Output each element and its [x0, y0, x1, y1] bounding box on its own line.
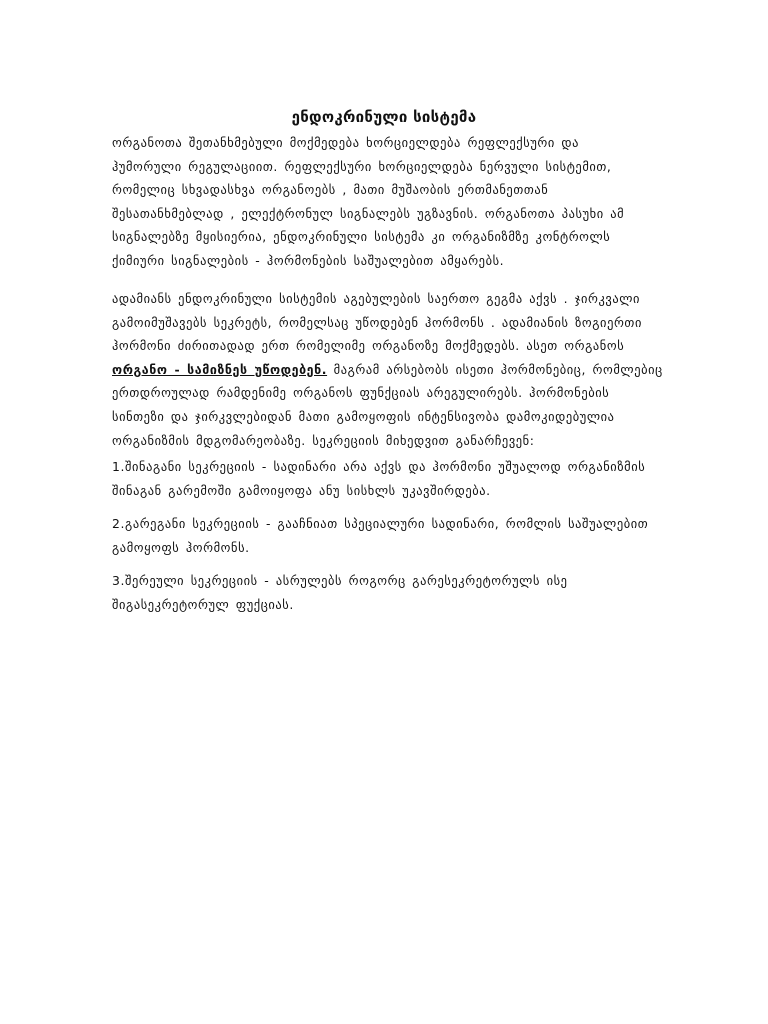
document-title: ენდოკრინული სისტემა	[291, 108, 477, 126]
text-line: ერთდროულად რამდენიმე ორგანოს ფუნქციას არეგულირებს. ჰორმონების	[112, 385, 610, 401]
text-line-rest: მაგრამ არსებობს ისეთი ჰორმონებიც, რომლებიც	[327, 361, 663, 377]
list-item-mixed-secretion	[112, 569, 672, 616]
text-line: 3.შერეული სეკრეციის - ასრულებს როგორც გარესეკრეტორულს ისე	[112, 573, 568, 588]
text-line: გამოიმუშავებს სეკრეტს, რომელსაც უწოდებენ ჰორმონს . ადამიანის ზოგიერთი	[112, 314, 642, 330]
paragraph-endocrine-structure	[112, 287, 672, 452]
list-item-internal-secretion	[112, 455, 672, 502]
text-line: ჰუმორული რეგულაციით. რეფლექსური ხორციელდება ნერვული სისტემით,	[112, 158, 612, 174]
text-line: შესათანხმებლად , ელექტრონულ სიგნალებს უგზავნის. ორგანოთა პასუხი ამ	[112, 205, 625, 221]
text-line: სინთეზი და ჯირკვლებიდან მათი გამოყოფის ინტენსივობა დამოკიდებულია	[112, 408, 615, 424]
text-line: 1.შინაგანი სეკრეციის - სადინარი არა აქვს და ჰორმონი უშუალოდ ორგანიზმის	[112, 459, 646, 474]
text-line: შიგასეკრეტორულ ფუქციას.	[112, 596, 294, 612]
text-line: რომელიც სხვადასხვა ორგანოებს , მათი მუშაობის ერთმანეთთან	[112, 182, 549, 198]
list-item-external-secretion	[112, 512, 672, 559]
text-line: გამოყოფს ჰორმონს.	[112, 539, 250, 555]
text-line	[112, 358, 672, 382]
text-line: ქიმიური სიგნალების - ჰორმონების საშუალებით ამყარებს.	[112, 252, 505, 268]
text-line: ადამიანს ენდოკრინული სისტემის აგებულების საერთო გეგმა აქვს . ჯირკვალი	[112, 291, 641, 306]
text-line: ჰორმონი ძირითადად ერთ რომელიმე ორგანოზე მოქმედებს. ასეთ ორგანოს	[112, 338, 625, 354]
text-line: ორგანოთა შეთანხმებული მოქმედება ხორციელდება რეფლექსური და	[112, 135, 580, 150]
paragraph-intro	[112, 131, 672, 273]
text-line: ორგანიზმის მდგომარეობაზე. სეკრეციის მიხედვით განარჩევენ:	[112, 432, 535, 448]
text-line: 2.გარეგანი სეკრეციის - გააჩნიათ სპეციალური სადინარი, რომლის საშუალებით	[112, 516, 649, 531]
text-line: შინაგან გარემოში გამოიყოფა ანუ სისხლს უკავშირდება.	[112, 482, 491, 498]
text-line: სიგნალებზე მყისიერია, ენდოკრინული სისტემა კი ორგანიზმზე კონტროლს	[112, 229, 611, 245]
emphasized-term: ორგანო - სამიზნეს უწოდებენ.	[112, 361, 328, 377]
